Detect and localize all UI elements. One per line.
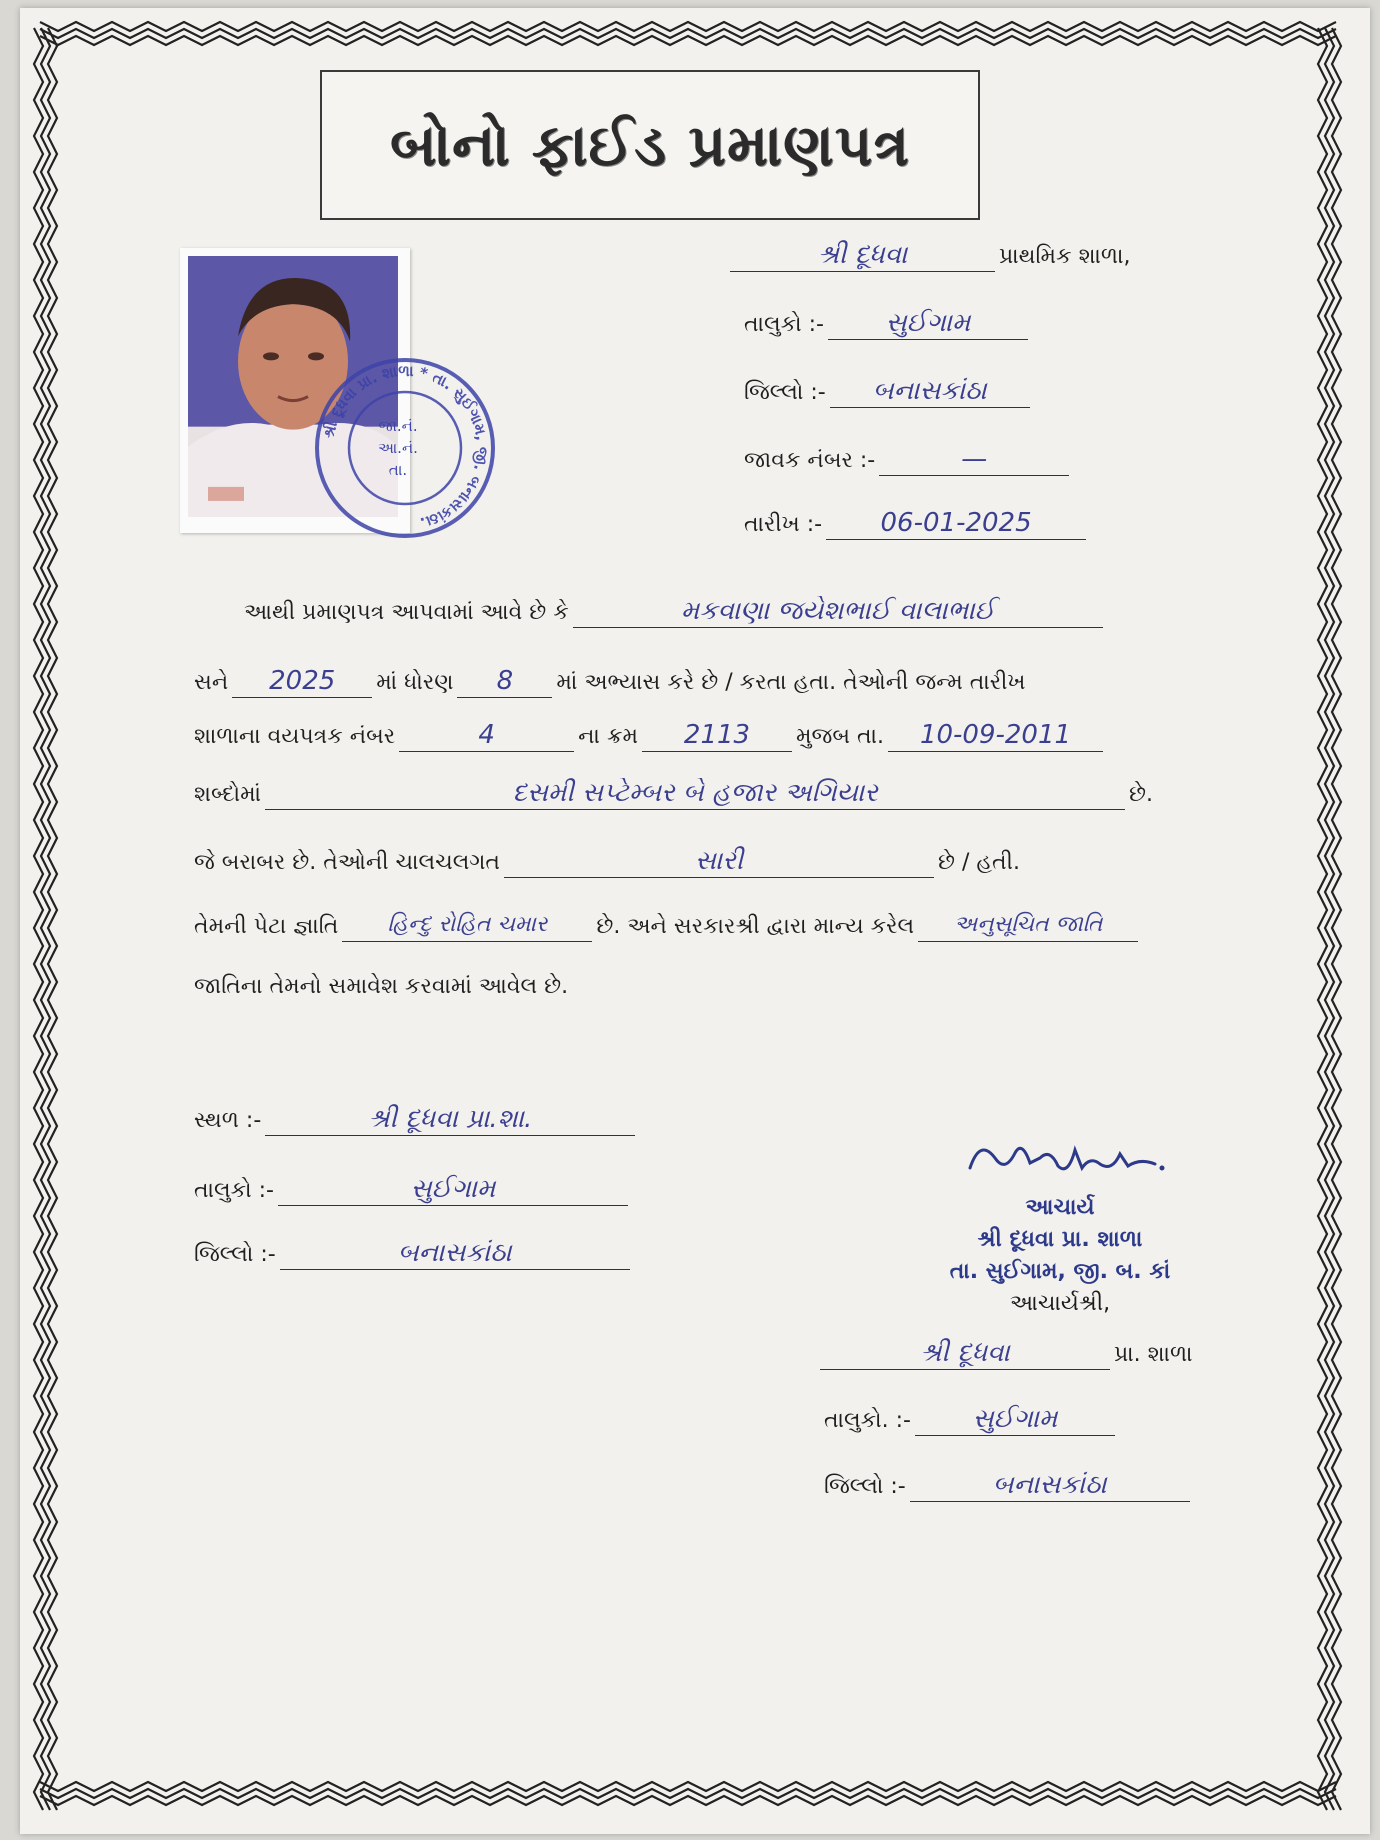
- body-l5-pre: જે બરાબર છે. તેઓની ચાલચલગત: [194, 850, 501, 875]
- body-l1-label: આથી પ્રમાણપત્ર આપવામાં આવે છે કે: [244, 600, 569, 625]
- subcaste-field: હિન્દુ રોહિત ચમાર: [342, 910, 592, 942]
- body-line-3: [190, 720, 1103, 752]
- body-line-2: [190, 666, 1029, 698]
- date-line: [740, 508, 1086, 540]
- district-label: જિલ્લો :-: [744, 380, 826, 405]
- body-line-5: [190, 846, 1024, 878]
- dob-words-field: દસમી સપ્ટેમ્બર બે હજાર અગિયાર: [265, 778, 1125, 810]
- body-l5-post: છે / હતી.: [938, 850, 1020, 875]
- body-line-6: [190, 910, 1138, 942]
- school-label: પ્રાથમિક શાળા,: [999, 244, 1131, 269]
- stamp-school: શ્રી દૂધવા પ્રા. શાળા: [977, 1227, 1143, 1252]
- outward-label: જાવક નંબર :-: [744, 448, 876, 473]
- right-taluka-line: [820, 1404, 1115, 1436]
- place-label: સ્થળ :-: [194, 1108, 262, 1133]
- body-l7: જાતિના તેમનો સમાવેશ કરવામાં આવેલ છે.: [194, 974, 569, 999]
- left-district-line: [190, 1238, 630, 1270]
- date-label: તારીખ :-: [744, 512, 823, 537]
- body-l2-mid: માં ધોરણ: [376, 670, 454, 695]
- body-l3-pre: શાળાના વયપત્રક નંબર: [194, 724, 396, 749]
- body-l3-post: મુજબ તા.: [796, 724, 884, 749]
- district-field: બનાસકાંઠા: [830, 376, 1030, 408]
- left-district-field: બનાસકાંઠા: [280, 1238, 630, 1270]
- outward-line: [740, 444, 1069, 476]
- school-name-field: શ્રી દૂધવા: [730, 240, 995, 272]
- left-taluka-field: સુઈગામ: [278, 1174, 628, 1206]
- school-round-seal: [310, 353, 500, 543]
- right-district-line: [820, 1470, 1190, 1502]
- stamp-address: તા. સુઈગામ, જી. બ. કાં: [949, 1259, 1171, 1284]
- right-district-field: બનાસકાંઠા: [910, 1470, 1190, 1502]
- body-l4-post: છે.: [1129, 782, 1154, 807]
- standard-field: 8: [457, 666, 552, 698]
- dob-field: 10-09-2011: [888, 720, 1103, 752]
- taluka-field: સુઈગામ: [828, 308, 1028, 340]
- place-line: [190, 1104, 635, 1136]
- school-line: [730, 240, 1134, 272]
- right-school-label: પ્રા. શાળા: [1114, 1342, 1193, 1367]
- stamp-title: આચાર્ય: [1025, 1195, 1095, 1220]
- taluka-line: [740, 308, 1028, 340]
- body-l2-post: માં અભ્યાસ કરે છે / કરતા હતા. તેઓની જન્મ તારીખ: [556, 670, 1026, 695]
- title-box: [320, 70, 980, 220]
- body-l3-mid: ના ક્રમ: [578, 724, 639, 749]
- handwritten-signature: [950, 1128, 1170, 1188]
- date-field: 06-01-2025: [826, 508, 1086, 540]
- year-field: 2025: [232, 666, 372, 698]
- right-taluka-label: તાલુકો. :-: [824, 1408, 911, 1433]
- conduct-field: સારી: [504, 846, 934, 878]
- body-line-7: [190, 972, 572, 1002]
- left-taluka-line: [190, 1174, 628, 1206]
- body-l4-pre: શબ્દોમાં: [194, 782, 262, 807]
- seal-center-line-2: આ.નં.: [378, 439, 418, 457]
- body-l6-pre: તેમની પેટા જ્ઞાતિ: [194, 914, 339, 939]
- left-taluka-label: તાલુકો :-: [194, 1178, 274, 1203]
- body-line-4: [190, 778, 1157, 810]
- right-school-line: [820, 1338, 1197, 1370]
- signature-block: [910, 1128, 1210, 1320]
- certificate-title: બોનો ફાઈડ પ્રમાણપત્ર: [389, 110, 911, 179]
- outward-field: —: [879, 444, 1069, 476]
- body-line-1: [240, 596, 1103, 628]
- seal-ring-text: શ્રી દૂધવા પ્રા. શાળા * તા. સુઈગામ, જી. બનાસકાંઠા.: [319, 361, 492, 533]
- place-field: શ્રી દૂધવા પ્રા.શા.: [265, 1104, 635, 1136]
- body-l6-mid: છે. અને સરકારશ્રી દ્વારા માન્ય કરેલ: [596, 914, 915, 939]
- category-field: અનુસૂચિત જાતિ: [918, 910, 1138, 942]
- seal-center-line-1: જા.નં.: [378, 417, 418, 435]
- taluka-label: તાલુકો :-: [744, 312, 824, 337]
- certificate-paper: [20, 8, 1370, 1834]
- left-district-label: જિલ્લો :-: [194, 1242, 276, 1267]
- serial-no-field: 2113: [642, 720, 792, 752]
- right-district-label: જિલ્લો :-: [824, 1474, 906, 1499]
- register-no-field: 4: [399, 720, 574, 752]
- seal-center-line-3: તા.: [388, 461, 408, 479]
- right-school-field: શ્રી દૂધવા: [820, 1338, 1110, 1370]
- designation: આચાર્યશ્રી,: [1009, 1291, 1111, 1316]
- student-name-field: મકવાણા જયેશભાઈ વાલાભાઈ: [573, 596, 1103, 628]
- right-taluka-field: સુઈગામ: [915, 1404, 1115, 1436]
- district-line: [740, 376, 1030, 408]
- body-l2-pre: સને: [194, 670, 229, 695]
